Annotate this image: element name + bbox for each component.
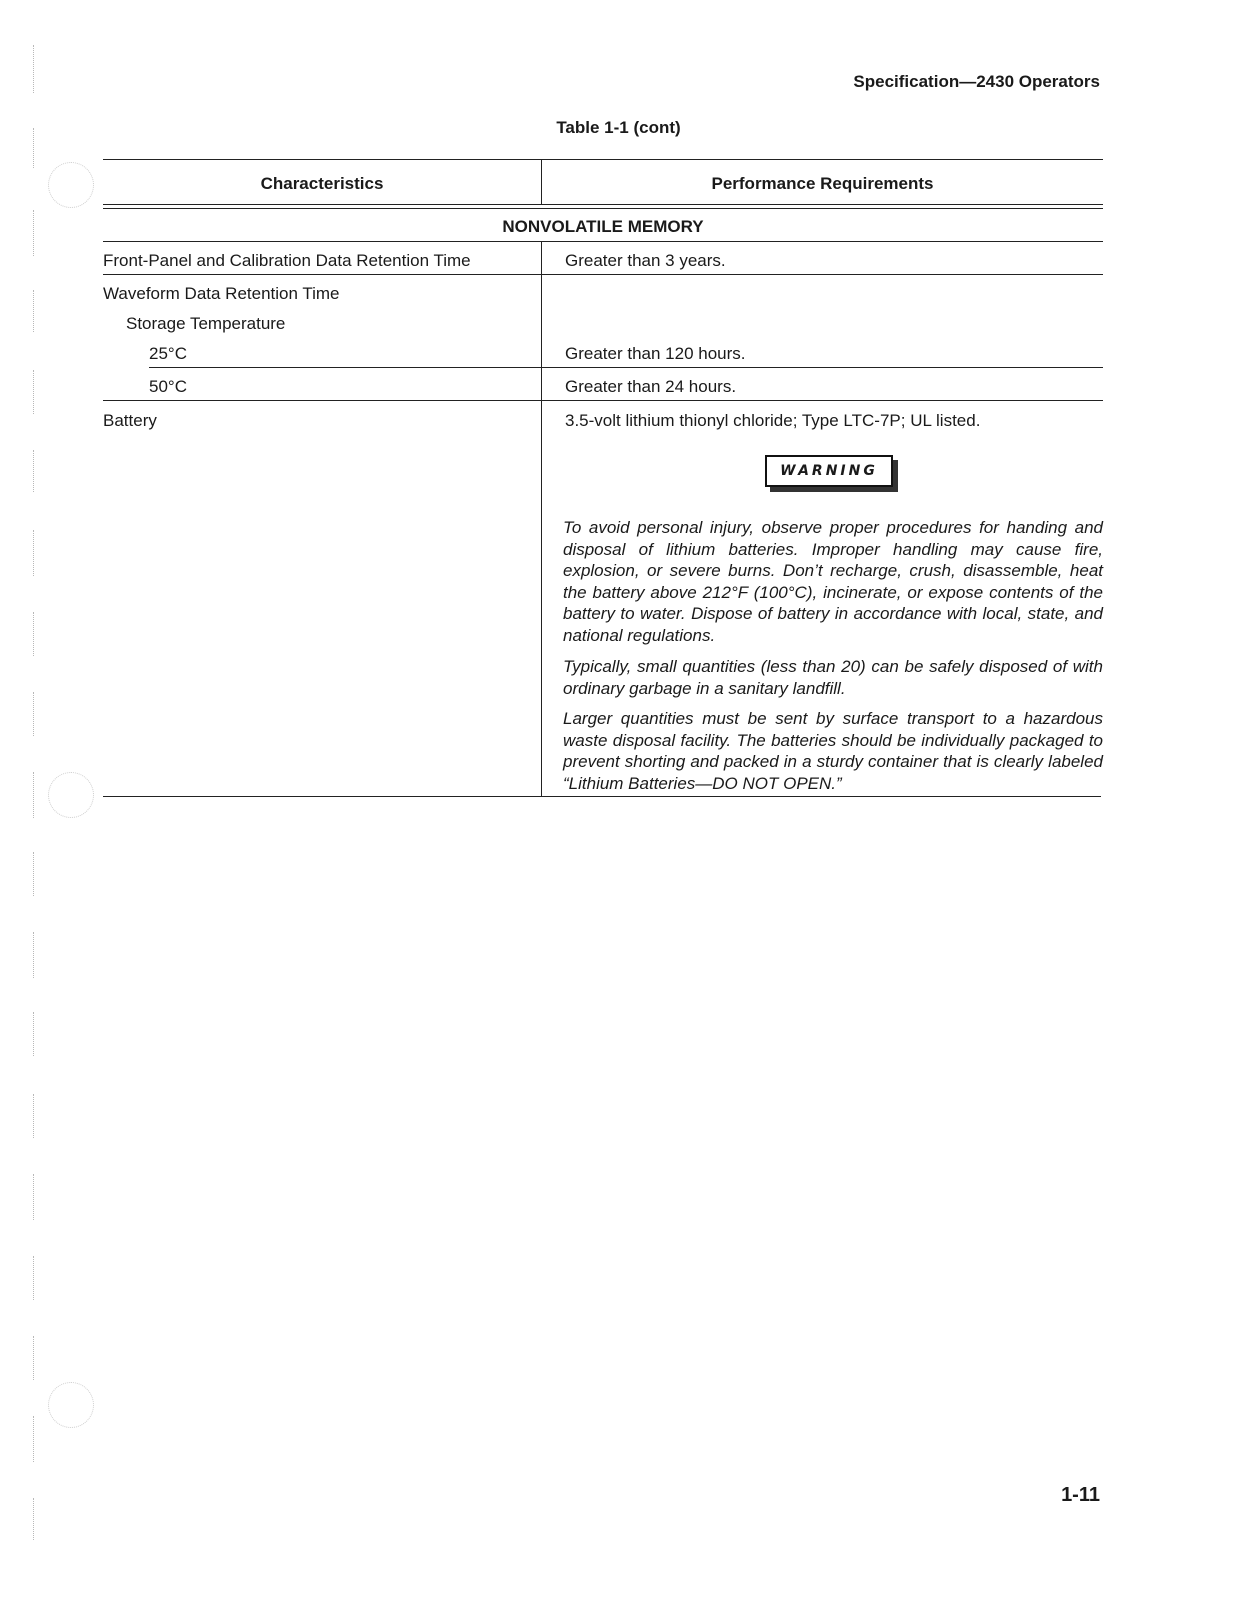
table-bottom-rule bbox=[103, 796, 1101, 797]
binding-mark bbox=[33, 852, 35, 896]
page-number: 1-11 bbox=[1061, 1484, 1100, 1506]
row-requirement: Greater than 24 hours. bbox=[565, 377, 737, 396]
row-characteristic-sub: 25°C bbox=[149, 344, 187, 363]
row-characteristic-sub: 50°C bbox=[149, 377, 187, 396]
warning-paragraph: Typically, small quantities (less than 20) can be safely disposed of with ordinary garbage in a sanitary landfill. bbox=[563, 657, 1103, 698]
binding-mark bbox=[33, 210, 35, 256]
binding-mark bbox=[33, 370, 35, 414]
binding-mark bbox=[33, 1256, 35, 1300]
header-double-rule bbox=[103, 208, 1103, 209]
row-requirement: Greater than 120 hours. bbox=[565, 344, 746, 363]
row-rule bbox=[103, 274, 1103, 275]
section-rule bbox=[103, 241, 1103, 242]
header-double-rule bbox=[103, 204, 1103, 205]
binding-mark bbox=[33, 1174, 35, 1220]
row-characteristic: Front-Panel and Calibration Data Retention Time bbox=[103, 251, 471, 270]
row-rule bbox=[149, 367, 1103, 368]
punch-hole bbox=[48, 162, 94, 208]
section-title: NONVOLATILE MEMORY bbox=[502, 217, 704, 236]
binding-mark bbox=[33, 1336, 35, 1380]
binding-mark bbox=[33, 612, 35, 656]
column-header-characteristics: Characteristics bbox=[260, 174, 384, 193]
punch-hole bbox=[48, 772, 94, 818]
row-requirement: Greater than 3 years. bbox=[565, 251, 726, 270]
row-characteristic-sub: Storage Temperature bbox=[126, 314, 286, 333]
table-caption: Table 1-1 (cont) bbox=[556, 118, 681, 137]
binding-mark bbox=[33, 290, 35, 332]
binding-mark bbox=[33, 692, 35, 736]
binding-mark bbox=[33, 1416, 35, 1462]
binding-mark bbox=[33, 450, 35, 492]
body-column-divider bbox=[541, 241, 542, 796]
running-head: Specification—2430 Operators bbox=[853, 72, 1100, 91]
table-top-rule bbox=[103, 159, 1103, 160]
binding-mark bbox=[33, 1012, 35, 1056]
binding-mark bbox=[33, 45, 35, 93]
row-characteristic: Waveform Data Retention Time bbox=[103, 284, 340, 303]
warning-label: WARNING bbox=[765, 455, 893, 487]
warning-paragraph: Larger quantities must be sent by surface transport to a hazardous waste disposal facility. The batteries should be individually packaged to prevent shorting and packed in a sturdy container that is clearly labeled “Lithium Batteries—DO NOT OPEN.” bbox=[563, 709, 1103, 793]
binding-mark bbox=[33, 1094, 35, 1138]
column-header-performance: Performance Requirements bbox=[711, 174, 934, 193]
row-requirement: 3.5-volt lithium thionyl chloride; Type LTC-7P; UL listed. bbox=[565, 411, 981, 430]
row-characteristic: Battery bbox=[103, 411, 157, 430]
warning-paragraph: To avoid personal injury, observe proper procedures for handing and disposal of lithium batteries. Improper handling may cause fire, explosion, or severe burns. Don’t recharge, crush, disassemble, heat the battery above 212°F (100°C), incinerate, or expose contents of the battery to water. Dispose of battery in accordance with local, state, and national regulations. bbox=[563, 518, 1103, 645]
punch-hole bbox=[48, 1382, 94, 1428]
binding-mark bbox=[33, 932, 35, 978]
binding-mark bbox=[33, 530, 35, 576]
row-rule bbox=[103, 400, 1103, 401]
binding-mark bbox=[33, 1498, 35, 1540]
binding-mark bbox=[33, 772, 35, 818]
